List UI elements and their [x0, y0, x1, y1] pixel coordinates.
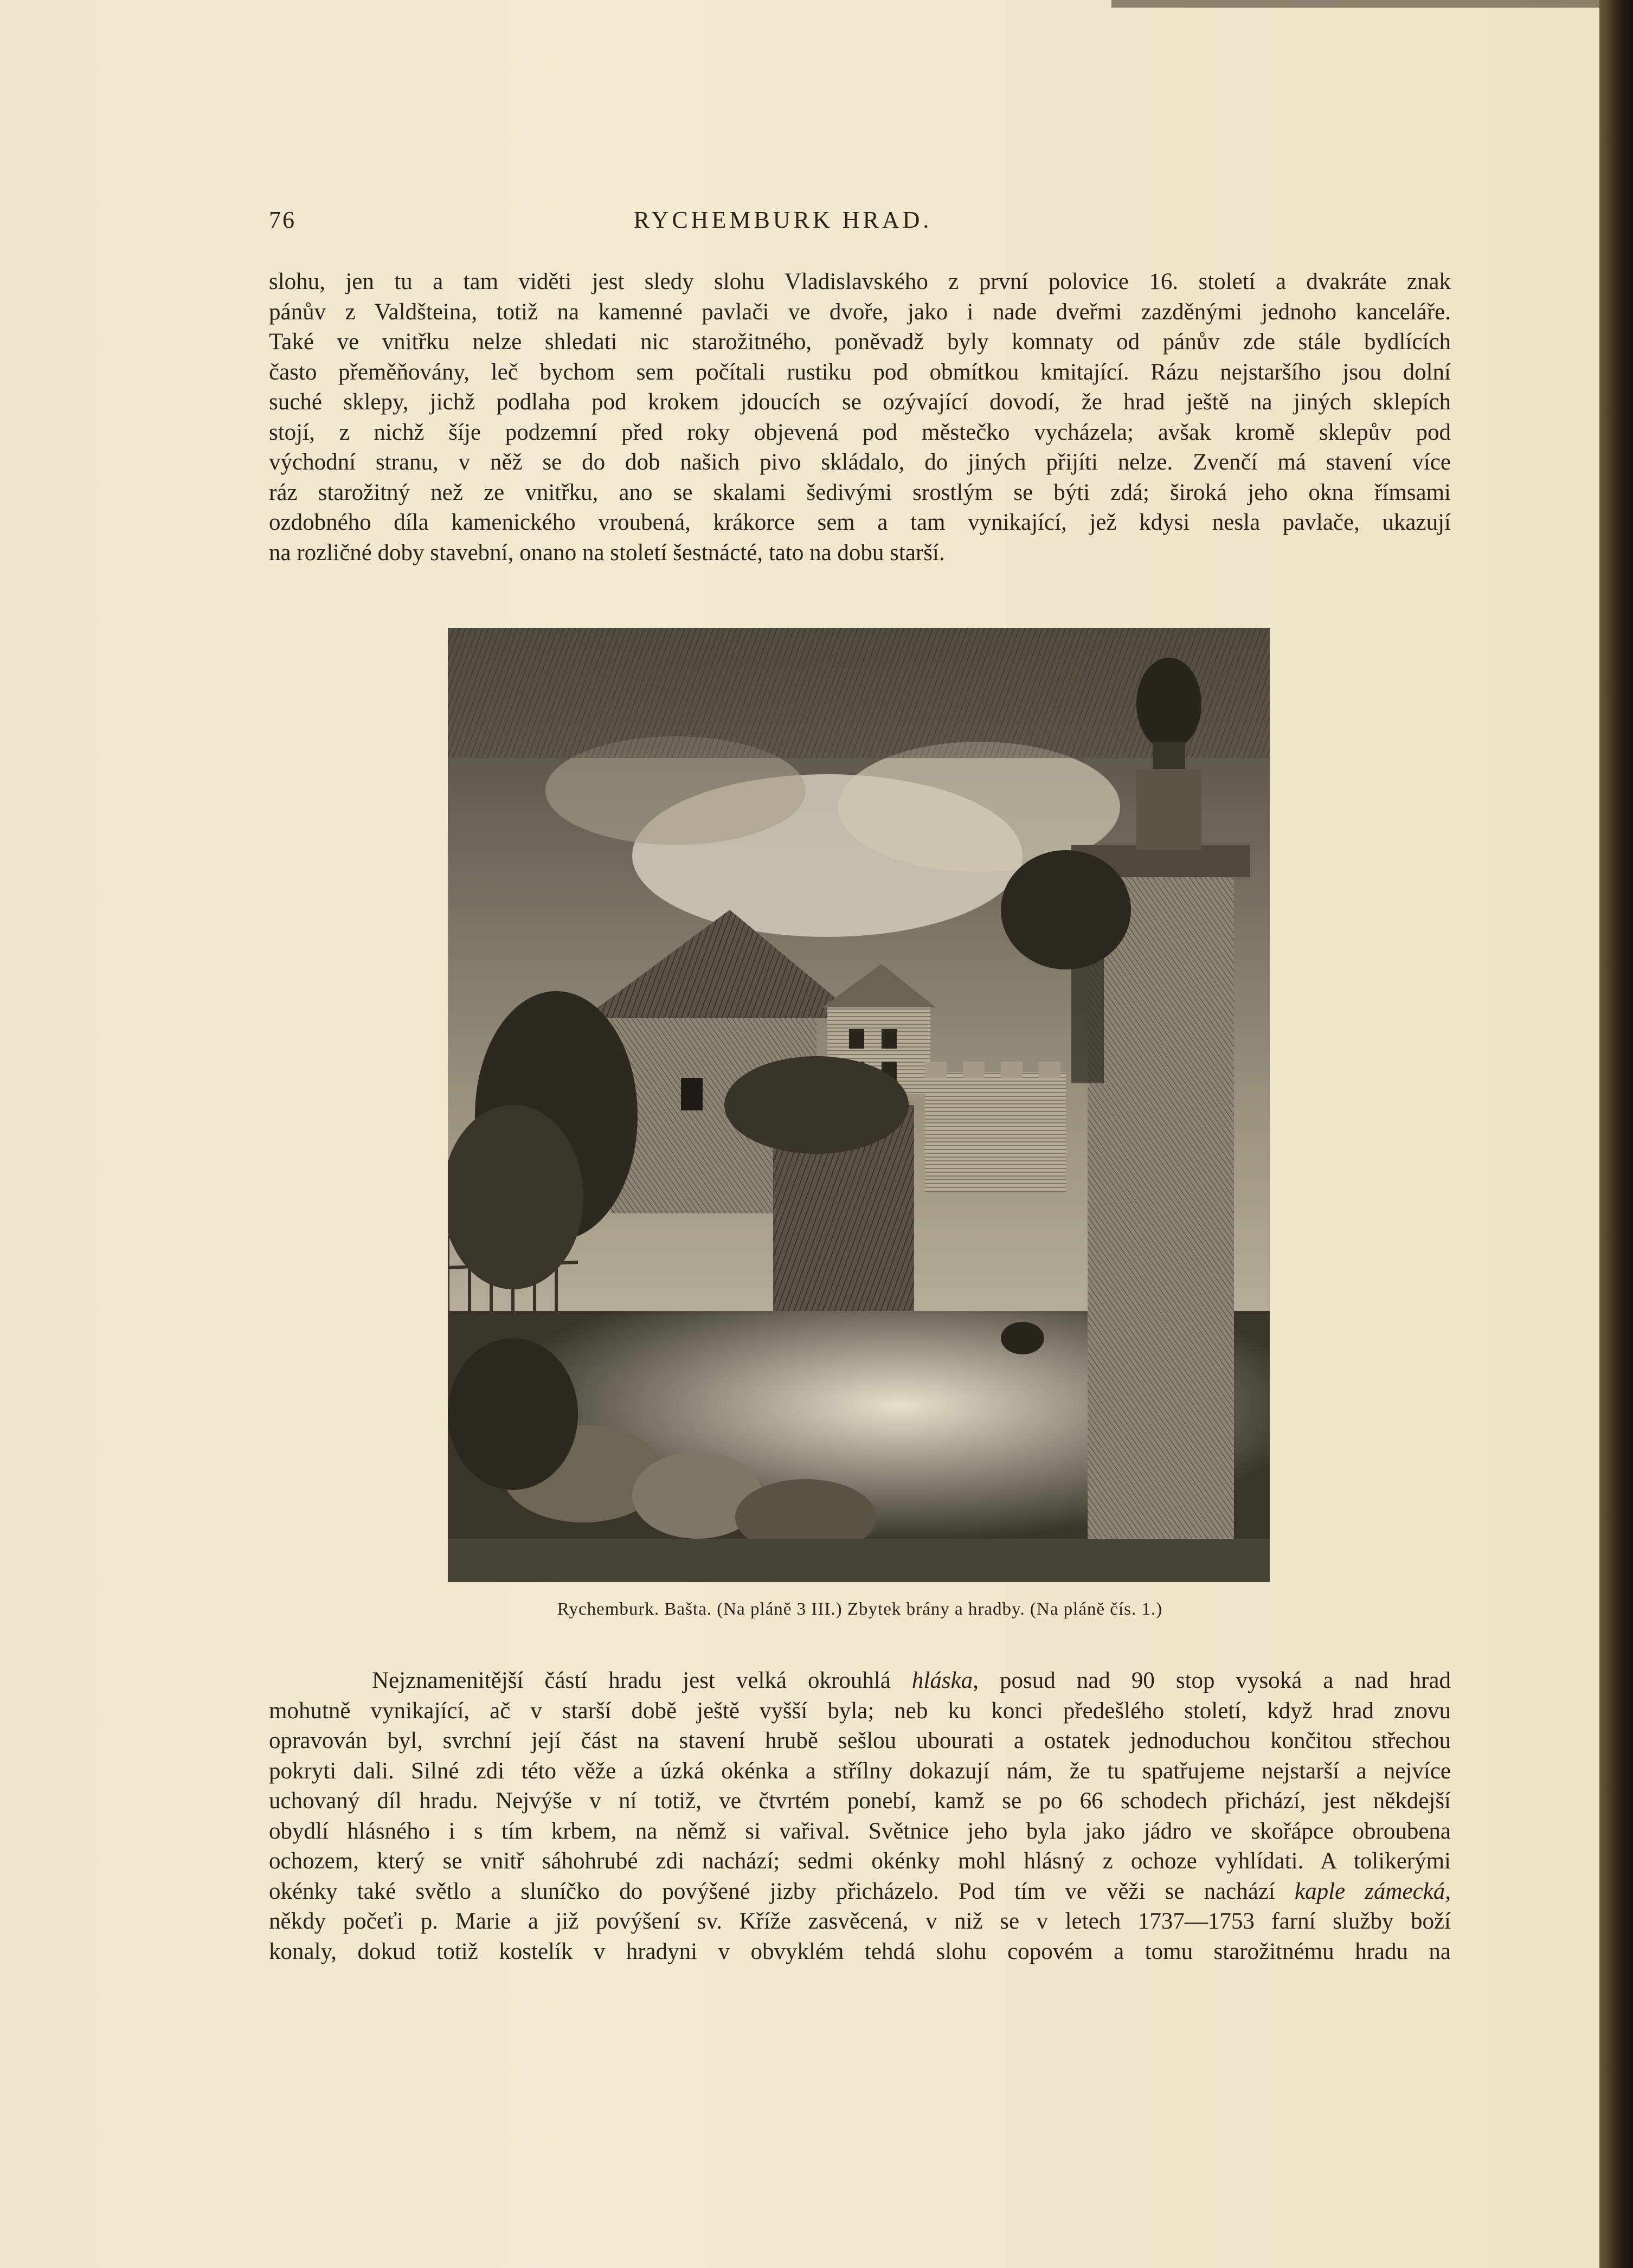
text-run: okénky také světlo a sluníčko do povýšené jizby přicházelo. Pod tím ve věži se nachází: [269, 1878, 1295, 1904]
text-line: ráz starožitný než ze vnitřku, ano se skalami šedivými srostlým se býti zdá; široká jeho okna římsami: [269, 479, 1451, 505]
engraving-illustration: [448, 628, 1270, 1582]
text-line: pánův z Valdšteina, totiž na kamenné pavlači ve dvoře, jako i nade dveřmi zazděnými jednoho kanceláře.: [269, 299, 1451, 325]
text-line: suché sklepy, jichž podlaha pod krokem jdoucích se ozývající dovodí, že hrad ještě na jiných sklepích: [269, 389, 1451, 415]
paragraph-1: [269, 267, 1451, 568]
engraving-image: [448, 628, 1270, 1582]
text-line: [269, 1877, 1451, 1907]
text-line: slohu, jen tu a tam viděti jest sledy slohu Vladislavského z první polovice 16. století a dvakráte znak: [269, 269, 1451, 294]
page-header: [269, 206, 1297, 244]
text-line: ozdobného díla kamenického vroubená, krákorce sem a tam vynikající, jež kdysi nesla pavlače, ukazují: [269, 510, 1451, 535]
text-line: někdy počeťi p. Marie a již povýšení sv. Kříže zasvěcená, v niž se v letech 1737—1753 farní služby boží: [269, 1909, 1451, 1934]
text-line: stojí, z nichž šíje podzemní před roky objevená pod městečko vycházela; avšak kromě sklepův pod: [269, 419, 1451, 445]
text-line: východní stranu, v něž se do dob našich pivo skládalo, do jiných přijíti nelze. Zvenčí má stavení více: [269, 449, 1451, 475]
text-line: často přeměňovány, leč bychom sem počítali rustiku pod obmítkou kmitající. Rázu nejstaršího jsou dolní: [269, 359, 1451, 385]
text-line: [269, 1666, 1451, 1696]
figure-caption: Rychemburk. Bašta. (Na plánĕ 3 III.) Zbytek brány a hradby. (Na plánĕ čís. 1.): [557, 1599, 1163, 1619]
text-line: uchovaný díl hradu. Nejvýše v ní totiž, ve čtvrtém ponebí, kamž se po 66 schodech přichází, jest někdejší: [269, 1788, 1451, 1814]
paragraph-2: [269, 1666, 1451, 1967]
text-run: Nejznamenitější částí hradu jest velká okrouhlá: [372, 1668, 912, 1693]
text-run: , posud nad 90 stop vysoká a nad hrad: [973, 1668, 1451, 1693]
text-line: opravován byl, svrchní její část na stavení hrubě sešlou ubourati a ostatek jednoduchou končitou střechou: [269, 1728, 1451, 1753]
text-line: na rozličné doby stavební, onano na století šestnácté, tato na dobu starší.: [269, 539, 945, 566]
text-line: konaly, dokud totiž kostelík v hradyni v obvyklém tehdá slohu copovém a tomu starožitnému hradu na: [269, 1938, 1451, 1964]
text-line: obydlí hlásného i s tím krbem, na němž si vařival. Světnice jeho byla jako jádro ve skořápce obroubena: [269, 1818, 1451, 1844]
italic-term: hláska: [911, 1668, 973, 1693]
book-spine-edge: [1599, 0, 1633, 2268]
text-line: ochozem, který se vnitř sáhohrubé zdi nachází; sedmi okénky mohl hlásný z ochoze vyhlídati. A tolikerými: [269, 1848, 1451, 1874]
text-line: Také ve vnitřku nelze shledati nic starožitného, poněvadž byly komnaty od pánův zde stále bydlících: [269, 329, 1451, 355]
page-number: 76: [269, 207, 296, 233]
page-top-shadow: [1111, 0, 1599, 8]
running-title: RYCHEMBURK HRAD.: [633, 207, 933, 233]
text-line: pokryti dali. Silné zdi této věže a úzká okénka a střílny dokazují nám, že tu spatřujeme nejstarší a nejvíce: [269, 1758, 1451, 1784]
italic-term: kaple zámecká,: [1294, 1878, 1451, 1904]
text-line: mohutně vynikající, ač v starší době ještě vyšší byla; neb ku konci předešlého století, když hrad znovu: [269, 1698, 1451, 1724]
